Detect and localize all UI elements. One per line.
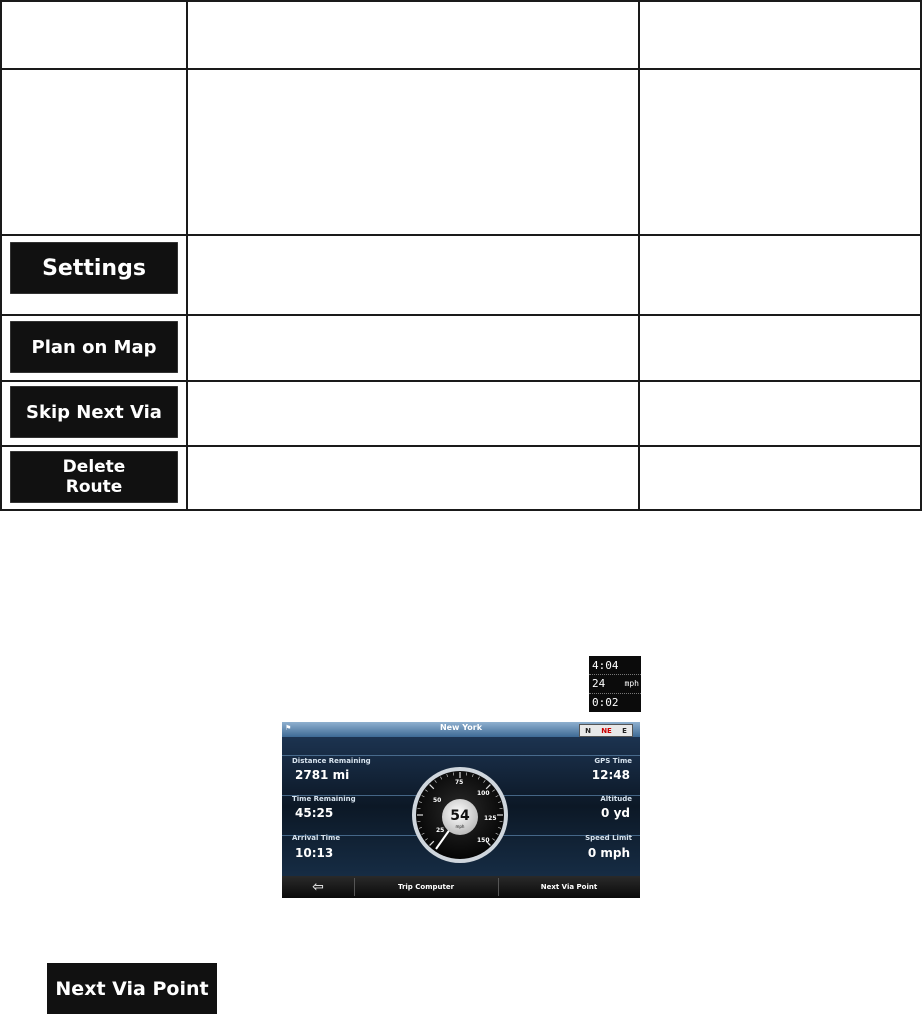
gps-time-label: GPS Time [594, 757, 632, 765]
next-via-point-tab[interactable] [498, 878, 639, 896]
gauge-tick-25: 25 [436, 827, 445, 834]
gauge-speed-value: 54 [450, 808, 470, 824]
mini-panel-elapsed: 0:02 [592, 696, 619, 709]
next-via-point-tab-label: Next Via Point [540, 883, 598, 891]
gauge-tick-75: 75 [455, 779, 464, 786]
compass-e: E [622, 726, 627, 735]
compass-n: N [585, 726, 591, 735]
screen-header [282, 722, 640, 737]
distance-remaining-label: Distance Remaining [292, 757, 371, 765]
table-column-divider [638, 2, 640, 509]
plan-on-map-button-label: Plan on Map [31, 336, 157, 358]
time-remaining-value: 45:25 [295, 806, 334, 820]
settings-button[interactable] [10, 242, 178, 294]
gauge-speed-unit: mph [455, 824, 465, 829]
speed-limit-label: Speed Limit [585, 834, 632, 842]
table-row-divider [2, 68, 920, 70]
delete-route-button[interactable] [10, 451, 178, 503]
plan-on-map-button[interactable] [10, 321, 178, 373]
delete-route-button-label-line1: Delete [62, 457, 126, 477]
gauge-tick-150: 150 [477, 837, 490, 844]
table-row-divider [2, 314, 920, 316]
screen-title: New York [439, 723, 483, 732]
table-row-divider [2, 234, 920, 236]
next-via-point-button-label: Next Via Point [55, 977, 209, 1000]
speed-limit-value: 0 mph [587, 846, 630, 860]
table-row-divider [2, 445, 920, 447]
arrival-time-label: Arrival Time [292, 834, 341, 842]
gauge-tick-125: 125 [484, 815, 497, 822]
distance-remaining-value: 2781 mi [295, 768, 350, 782]
trip-info-mini-panel[interactable] [589, 656, 641, 712]
mini-panel-speed: 24 [592, 677, 606, 690]
trip-computer-tab[interactable] [354, 878, 497, 896]
back-arrow-icon: ⇦ [312, 879, 324, 895]
next-via-point-button[interactable] [47, 963, 217, 1014]
screen-footer [282, 876, 640, 898]
arrival-time-value: 10:13 [295, 846, 334, 860]
gauge-tick-50: 50 [433, 797, 442, 804]
altitude-label: Altitude [600, 795, 632, 803]
skip-next-via-button-label: Skip Next Via [26, 401, 162, 423]
back-button[interactable] [284, 878, 352, 896]
settings-button-label: Settings [42, 255, 146, 281]
mini-panel-time: 4:04 [592, 659, 619, 672]
delete-route-button-label-line2: Route [65, 477, 123, 497]
speedometer-gauge [410, 765, 510, 865]
mini-panel-speed-unit: mph [624, 679, 639, 688]
skip-next-via-button[interactable] [10, 386, 178, 438]
trip-computer-tab-label: Trip Computer [397, 883, 455, 891]
table-row-divider [2, 380, 920, 382]
screen-body [282, 737, 640, 876]
mini-panel-speed-row [592, 675, 639, 692]
altitude-value: 0 yd [601, 806, 630, 820]
body-divider [282, 755, 640, 756]
time-remaining-label: Time Remaining [292, 795, 356, 803]
gauge-tick-100: 100 [477, 790, 490, 797]
trip-computer-screen [282, 722, 640, 898]
flag-icon: ⚑ [285, 724, 292, 732]
gps-time-value: 12:48 [591, 768, 630, 782]
compass-strip[interactable] [579, 724, 633, 737]
compass-ne: NE [601, 726, 612, 735]
table-column-divider [186, 2, 188, 509]
